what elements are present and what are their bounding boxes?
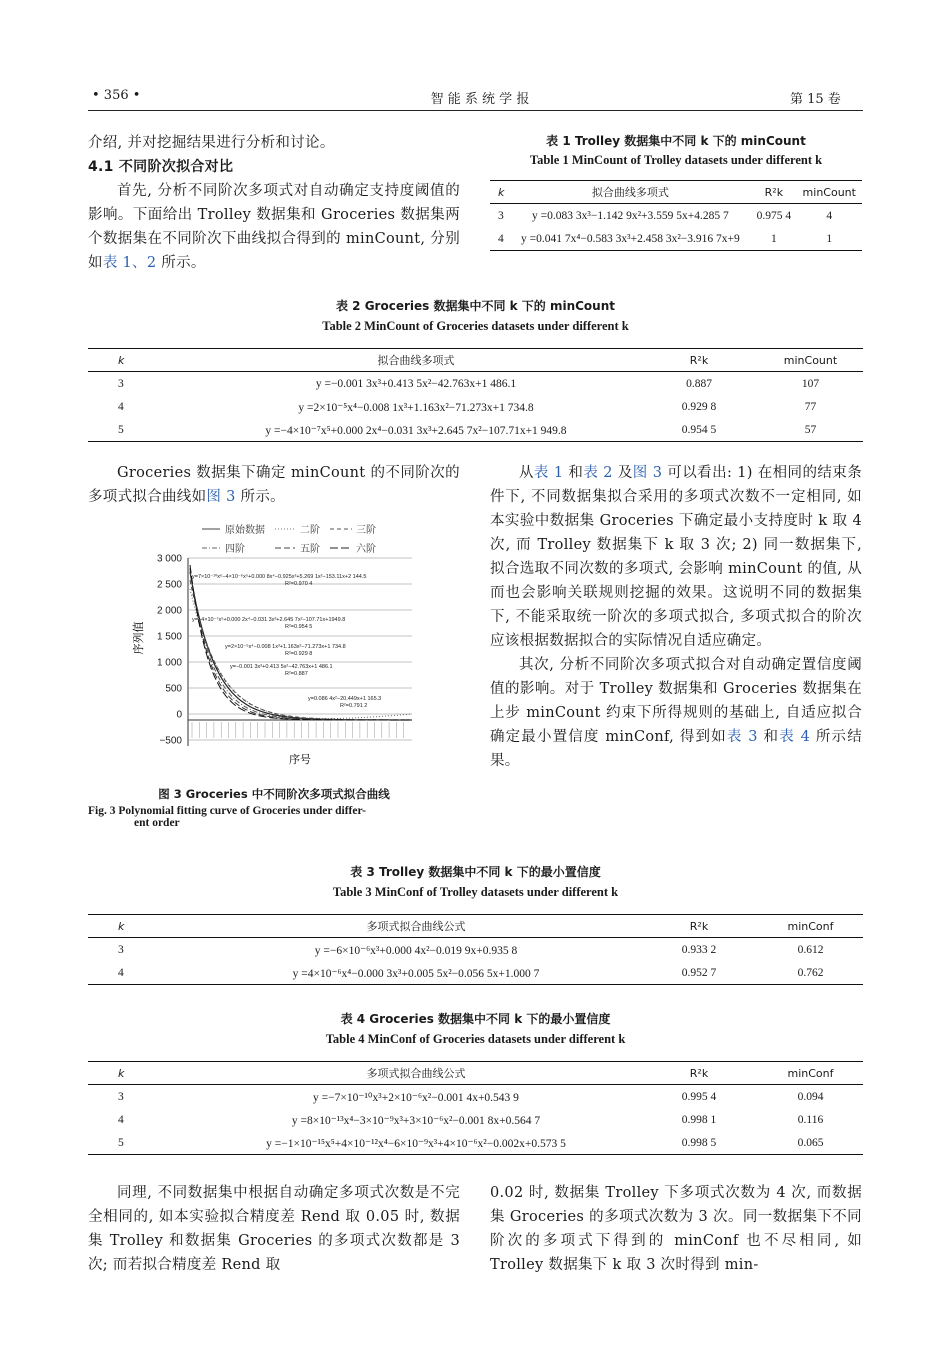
- table3-cell: y =4×10⁻⁶x⁴−0.000 3x³+0.005 5x²−0.056 5x+1.000 7: [192, 961, 640, 985]
- table-row: [88, 1131, 863, 1155]
- table1-cell: 4: [826, 209, 833, 222]
- table4-header-minconf: minConf: [758, 1062, 863, 1085]
- table2-cell: y =−0.001 3x³+0.413 5x²−42.763x+1 486.1: [315, 377, 517, 390]
- table-row: [88, 1108, 863, 1131]
- table-row: [88, 938, 863, 962]
- table2-header-k: k: [88, 349, 192, 372]
- table1-cell: 0.975 4: [756, 209, 792, 222]
- table1-block: [490, 132, 862, 251]
- page-number: • 356 •: [92, 88, 141, 103]
- table4-header-k: k: [88, 1062, 192, 1085]
- table4-cell: 0.995 4: [681, 1090, 717, 1103]
- fit-r2-3: R²=0.887: [285, 671, 308, 677]
- table4-cell: 4: [118, 1113, 124, 1126]
- table2-cell: 4: [118, 400, 124, 413]
- y-tick-label: 2 500: [156, 579, 182, 591]
- para2-text: Groceries 数据集下确定 minCount 的不同阶次的多项式拟合曲线如: [88, 465, 460, 505]
- figure3-caption: [88, 786, 460, 829]
- table2-cell: 0.887: [686, 377, 712, 390]
- table3-caption-cn: 表 3 Trolley 数据集中不同 k 下的最小置信度: [350, 865, 601, 879]
- y-axis-label: 序列值: [133, 621, 145, 655]
- table3-ref-link[interactable]: 表 3: [726, 729, 758, 745]
- table2-block: [88, 297, 863, 442]
- fit-r2-6: R²=0.970 4: [285, 581, 313, 587]
- table4-header-poly: 多项式拟合曲线公式: [192, 1062, 640, 1085]
- table2: [88, 348, 863, 442]
- table4-cell: 0.065: [758, 1131, 863, 1155]
- table4-caption-cn: 表 4 Groceries 数据集中不同 k 下的最小置信度: [340, 1012, 611, 1026]
- table1-caption-cn: 表 1 Trolley 数据集中不同 k 下的 minCount: [546, 134, 806, 148]
- table1-header-poly: 拟合曲线多项式: [510, 181, 752, 204]
- text: 和: [563, 465, 584, 481]
- text: 及: [612, 465, 633, 481]
- figure-ref-link[interactable]: 图 3: [206, 489, 236, 505]
- right-column-mid: [490, 461, 862, 773]
- table-row: [490, 227, 862, 251]
- left-column-top: [88, 131, 460, 275]
- table3-cell: 0.933 2: [681, 943, 717, 956]
- bottom-right-column: [490, 1181, 862, 1277]
- para1-text: 首先, 分析不同阶次多项式对自动确定支持度阈值的影响。下面给出 Trolley 数据集和 Groceries 数据集两个数据集在不同阶次下曲线拟合得到的 minCount, 分别如: [88, 183, 460, 271]
- y-tick-label: 0: [176, 709, 182, 721]
- table4-cell: y =−7×10⁻¹⁰x³+2×10⁻⁶x²−0.001 4x+0.543 9: [313, 1091, 519, 1104]
- fit-equation-6: y=7×10⁻¹⁰x⁶−4×10⁻⁶x⁵+0.000 8x⁴−0.925x³+5.269 1x²−153.11x+2 144.5: [192, 574, 367, 580]
- table2-caption-en: Table 2 MinCount of Groceries datasets under different k: [322, 319, 629, 333]
- x-axis-label: 序号: [289, 754, 311, 766]
- table1-cell: 3: [498, 209, 504, 222]
- table4-cell: 0.998 1: [681, 1113, 717, 1126]
- header-rule: [88, 110, 863, 111]
- table3-cell: 3: [118, 943, 124, 956]
- table-row: [88, 372, 863, 396]
- table3-cell: y =−6×10⁻⁶x³+0.000 4x²−0.019 9x+0.935 8: [314, 944, 518, 957]
- table2-header-r2: R²k: [640, 349, 758, 372]
- fit-r2-5: R²=0.954 5: [285, 624, 313, 630]
- journal-name: 智 能 系 统 学 报: [430, 92, 530, 107]
- table1-header-k: k: [490, 181, 510, 204]
- text: 其次, 分析不同阶次多项式拟合对自动确定置信度阈值的影响。对于 Trolley 数据集和 Groceries 数据集在上步 minCount 约束下所得规则的基础上, 自适应拟合确定最小置信度 minConf, 得到如: [490, 657, 862, 745]
- table4-caption-en: Table 4 MinConf of Groceries datasets under different k: [325, 1032, 626, 1046]
- fit-equation-4: y=2×10⁻⁵x⁴−0.008 1x³+1.163x²−71.273x+1 734.8: [225, 644, 346, 650]
- table3-cell: 0.952 7: [640, 961, 758, 985]
- table2-header-mincount: minCount: [758, 349, 863, 372]
- table2-cell: 3: [118, 377, 124, 390]
- table3-header-poly: 多项式拟合曲线公式: [192, 915, 640, 938]
- table4: [88, 1061, 863, 1155]
- fit-equation-3: y=−0.001 3x³+0.413 5x²−42.763x+1 486.1: [230, 664, 333, 670]
- table1-caption-en: Table 1 MinCount of Trolley datasets under different k: [529, 153, 823, 167]
- y-tick-label: 2 000: [156, 605, 182, 617]
- table3-block: [88, 863, 863, 985]
- text: 所示结果。: [490, 729, 863, 769]
- fit-equation-5: y=−4×10⁻⁷x⁵+0.000 2x⁴−0.031 3x³+2.645 7x²−107.71x+1949.8: [192, 617, 346, 623]
- text: 从: [519, 465, 534, 481]
- table3-cell: 4: [88, 961, 192, 985]
- table1-cell: y =0.041 7x⁴−0.583 3x³+2.458 3x²−3.916 7x+9: [510, 227, 752, 251]
- table4-cell: y =8×10⁻¹³x⁴−3×10⁻⁹x³+3×10⁻⁶x²−0.001 8x+0.564 7: [291, 1114, 541, 1127]
- paragraph-bottom-left: 同理, 不同数据集中根据自动确定多项式次数是不完全相同的, 如本实验拟合精度差 Rend 取 0.05 时, 数据集 Trolley 和数据集 Groceries 的多项式次数都是 3 次; 而若拟合精度差 Rend 取: [88, 1185, 460, 1273]
- legend-label: 五阶: [300, 544, 320, 555]
- table2-cell: y =−4×10⁻⁷x⁵+0.000 2x⁴−0.031 3x³+2.645 7x²−107.71x+1 949.8: [192, 418, 640, 442]
- figure3: [130, 518, 420, 768]
- table4-cell: 0.094: [797, 1090, 824, 1103]
- table4-cell: 0.116: [797, 1113, 824, 1126]
- table4-cell: 0.998 5: [640, 1131, 758, 1155]
- table3-header-minconf: minConf: [758, 915, 863, 938]
- y-tick-label: −500: [159, 735, 182, 747]
- table-row: [88, 395, 863, 418]
- table2-ref-link[interactable]: 表 2: [583, 465, 613, 481]
- intro-line: 介绍, 并对挖掘结果进行分析和讨论。: [88, 135, 335, 151]
- table1-cell: y =0.083 3x³−1.142 9x²+3.559 5x+4.285 7: [532, 209, 729, 222]
- legend-label: 三阶: [356, 525, 376, 536]
- table-ref-link[interactable]: 表 1、2: [102, 255, 157, 271]
- table4-cell: 3: [118, 1090, 124, 1103]
- paragraph-bottom-right: 0.02 时, 数据集 Trolley 下多项式次数为 4 次, 而数据集 Groceries 的多项式次数为 3 次。同一数据集下不同阶次的多项式下得到的 minConf 也不尽相同, 如 Trolley 数据集下 k 取 3 次时得到 min-: [490, 1185, 862, 1273]
- fit-equation-2: y=0.086 4x²−20.449x+1 165.3: [308, 696, 382, 702]
- y-tick-label: 1 000: [156, 657, 182, 669]
- legend-label: 原始数据: [225, 525, 265, 536]
- paragraph-1: [88, 179, 460, 275]
- table3-cell: 0.762: [758, 961, 863, 985]
- table3-cell: 0.612: [797, 943, 824, 956]
- figure3-caption-en-2: ent order: [134, 817, 180, 829]
- fit-r2-2: R²=0.791 2: [340, 703, 368, 709]
- table2-caption-cn: 表 2 Groceries 数据集中不同 k 下的 minCount: [335, 299, 615, 313]
- table-row: [88, 418, 863, 442]
- table2-cell: 0.929 8: [681, 400, 717, 413]
- table3-header-k: k: [88, 915, 192, 938]
- table2-cell: 107: [801, 377, 820, 390]
- legend-label: 二阶: [300, 525, 320, 536]
- y-tick-label: 1 500: [156, 631, 182, 643]
- para1-tail: 所示。: [156, 255, 206, 271]
- y-tick-label: 500: [165, 683, 182, 695]
- table1-cell: 4: [490, 227, 510, 251]
- table4-ref-link[interactable]: 表 4: [779, 729, 811, 745]
- table1: [490, 180, 862, 251]
- table4-header-r2: R²k: [640, 1062, 758, 1085]
- paragraph-figure-intro: [88, 461, 460, 509]
- table1-cell: 1: [751, 227, 796, 251]
- table3-header-r2: R²k: [640, 915, 758, 938]
- y-tick-label: 3 000: [156, 553, 182, 565]
- bottom-left-column: [88, 1181, 460, 1277]
- table1-cell: 1: [797, 227, 862, 251]
- table-row: [490, 204, 862, 228]
- table1-header-mincount: minCount: [797, 181, 862, 204]
- text: 可以看出: 1) 在相同的结束条件下, 不同数据集拟合采用的多项式次数不一定相同, 如本实验中数据集 Groceries 下确定最小支持度时 k 取 4 次, 而 Trolley 数据集下 k 取 3 次; 2) 同一数据集下, 拟合选取不同次数的多项式, 会影响 minCount 的值, 从而也会影响关联规则挖掘的效果。这说明不同的数据集下, 不能采取统一阶次的多项式拟合, 多项式拟合的阶次应该根据数据拟合的实际情况自适应确定。: [490, 465, 863, 649]
- table4-cell: 5: [88, 1131, 192, 1155]
- table3-caption-en: Table 3 MinConf of Trolley datasets under different k: [332, 885, 619, 899]
- table1-header-r2: R²k: [751, 181, 796, 204]
- figure3-caption-en-1: Fig. 3 Polynomial fitting curve of Groceries under differ-: [88, 805, 366, 817]
- table2-cell: 0.954 5: [640, 418, 758, 442]
- table2-header-poly: 拟合曲线多项式: [192, 349, 640, 372]
- text: 和: [757, 729, 780, 745]
- table-row: [88, 961, 863, 985]
- table4-block: [88, 1010, 863, 1155]
- table-row: [88, 1085, 863, 1109]
- table2-cell: y =2×10⁻⁵x⁴−0.008 1x³+1.163x²−71.273x+1 734.8: [298, 401, 534, 414]
- legend-label: 四阶: [225, 544, 245, 555]
- figure3-chart: [130, 518, 420, 768]
- section-title: 4.1 不同阶次拟合对比: [88, 159, 234, 175]
- table1-ref-link[interactable]: 表 1: [533, 465, 564, 481]
- table4-cell: y =−1×10⁻¹⁵x⁵+4×10⁻¹²x⁴−6×10⁻⁹x³+4×10⁻⁶x²−0.002x+0.573 5: [192, 1131, 640, 1155]
- table2-cell: 57: [758, 418, 863, 442]
- paragraph-analysis: [490, 461, 862, 653]
- table3: [88, 914, 863, 985]
- legend-label: 六阶: [356, 544, 376, 555]
- fit-r2-4: R²=0.929 8: [285, 651, 313, 657]
- figure3-ref-link[interactable]: 图 3: [632, 465, 663, 481]
- para2-tail: 所示。: [235, 489, 285, 505]
- left-column-mid: [88, 461, 460, 509]
- paragraph-confidence: [490, 653, 862, 773]
- table2-cell: 5: [88, 418, 192, 442]
- volume-label: 第 15 卷: [790, 92, 841, 107]
- figure3-caption-cn: 图 3 Groceries 中不同阶次多项式拟合曲线: [158, 787, 390, 801]
- table2-cell: 77: [804, 400, 817, 413]
